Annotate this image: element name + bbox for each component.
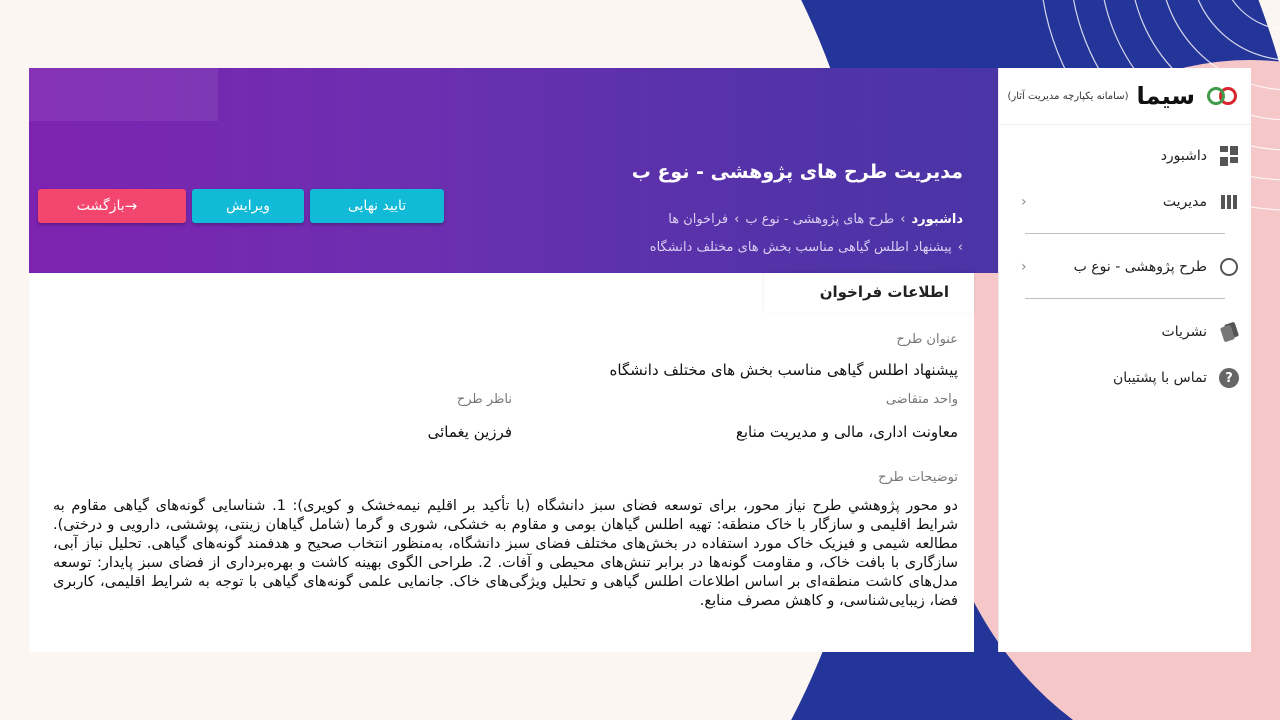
sidebar-item-support[interactable]	[999, 355, 1251, 401]
circle-icon	[1219, 257, 1239, 277]
breadcrumb-item[interactable]: طرح های پژوهشی - نوع ب	[745, 212, 895, 227]
sidebar-nav	[999, 125, 1251, 401]
brand[interactable]	[999, 68, 1251, 125]
chevron-left-icon: ‹	[1021, 259, 1027, 275]
back-button-label: بازگشت	[76, 198, 125, 214]
help-icon: ?	[1219, 368, 1239, 388]
breadcrumb-home[interactable]: داشبورد	[911, 212, 963, 227]
columns-icon	[1219, 192, 1239, 212]
edit-button[interactable]: ویرایش	[192, 189, 304, 223]
sidebar-item-label: تماس با پشتیبان	[1112, 370, 1207, 386]
chevron-left-icon: ‹	[1021, 194, 1027, 210]
divider	[1025, 298, 1225, 299]
call-info-card	[29, 273, 974, 652]
divider	[1025, 233, 1225, 234]
supervisor-label: ناظر طرح	[456, 392, 512, 407]
header-highlight	[29, 68, 218, 121]
documents-icon	[1219, 322, 1239, 342]
page-title: مدیریت طرح های پژوهشی - نوع ب	[631, 161, 963, 183]
breadcrumb	[543, 206, 963, 262]
app-window	[29, 68, 1251, 652]
back-button[interactable]	[38, 189, 186, 223]
chevron-left-icon: ›	[957, 240, 963, 255]
sidebar-item-label: نشریات	[1161, 324, 1207, 340]
action-buttons	[38, 189, 444, 223]
breadcrumb-item[interactable]: فراخوان ها	[668, 212, 729, 227]
dashboard-icon	[1219, 146, 1239, 166]
confirm-button[interactable]: تایید نهایی	[310, 189, 444, 223]
brand-name: سیما	[1136, 82, 1195, 110]
sidebar-item-label: داشبورد	[1160, 148, 1207, 164]
breadcrumb-current: پیشنهاد اطلس گیاهی مناسب بخش های مختلف دانشگاه	[649, 240, 952, 255]
sidebar-item-management[interactable]	[999, 179, 1251, 225]
brand-subtitle: (سامانه یکپارچه مدیریت آثار)	[1007, 90, 1129, 102]
sidebar-item-label: طرح پژوهشی - نوع ب	[1073, 259, 1207, 275]
sidebar-item-research-plan[interactable]	[999, 244, 1251, 290]
plan-title-label: عنوان طرح	[896, 332, 958, 347]
description-value: دو محور پژوهشي طرح نیاز محور، برای توسعه فضای سبز دانشگاه (با تأکید بر اقلیم نیمه‌خشک و کویری): 1. شناسایی گونه‌های گیاهی مقاوم به شرایط اقلیمی و سازگار با خاک منطقه: تهیه اطلس گیاهان بومی و مقاوم به خشکی، شوری و گرما (شامل گیاهان زینتی، پوششی، دارویی و درختی). مطالعه شیمی و فیزیک خاک مورد استفاده در بخش‌های مختلف فضای سبز دانشگاه، به‌منظور انتخاب صحیح و هدفمند گونه‌های گیاهی. تحلیل نیاز آبی، سازگاری با بافت خاک، و مقاومت گونه‌ها در برابر تنش‌های محیطی و آفات. 2. طراحی الگوی بهینه کاشت و بهره‌برداری از فضای سبز پایدار: توسعه مدل‌های کاشت منطقه‌ای بر اساس اطلاعات اطلس گیاهی و تحلیل ویژگی‌های خاک. جانمایی علمی گونه‌های گیاهی با توجه به شرایط اقلیمی، کاربری فضا، زیبایی‌شناسی، و کاهش مصرف منابع.	[53, 498, 958, 609]
sidebar-item-label: مدیریت	[1162, 194, 1207, 210]
sidebar-item-publications[interactable]	[999, 309, 1251, 355]
supervisor-value: فرزین یغمائی	[427, 423, 512, 441]
page-header	[29, 68, 998, 273]
arrow-right-icon: →	[124, 197, 138, 215]
unit-label: واحد متقاضی	[885, 392, 958, 407]
plan-title-value: پیشنهاد اطلس گیاهی مناسب بخش های مختلف دانشگاه	[609, 361, 958, 379]
description-label: توضیحات طرح	[878, 470, 958, 485]
unit-value: معاونت اداری، مالی و مدیریت منابع	[735, 423, 958, 441]
chevron-left-icon: ›	[900, 212, 906, 227]
card-header-tab	[764, 273, 974, 313]
chevron-left-icon: ›	[734, 212, 740, 227]
sima-logo-icon	[1203, 84, 1237, 108]
sidebar	[998, 68, 1251, 652]
sidebar-item-dashboard[interactable]	[999, 133, 1251, 179]
card-title: اطلاعات فراخوان	[819, 283, 949, 301]
